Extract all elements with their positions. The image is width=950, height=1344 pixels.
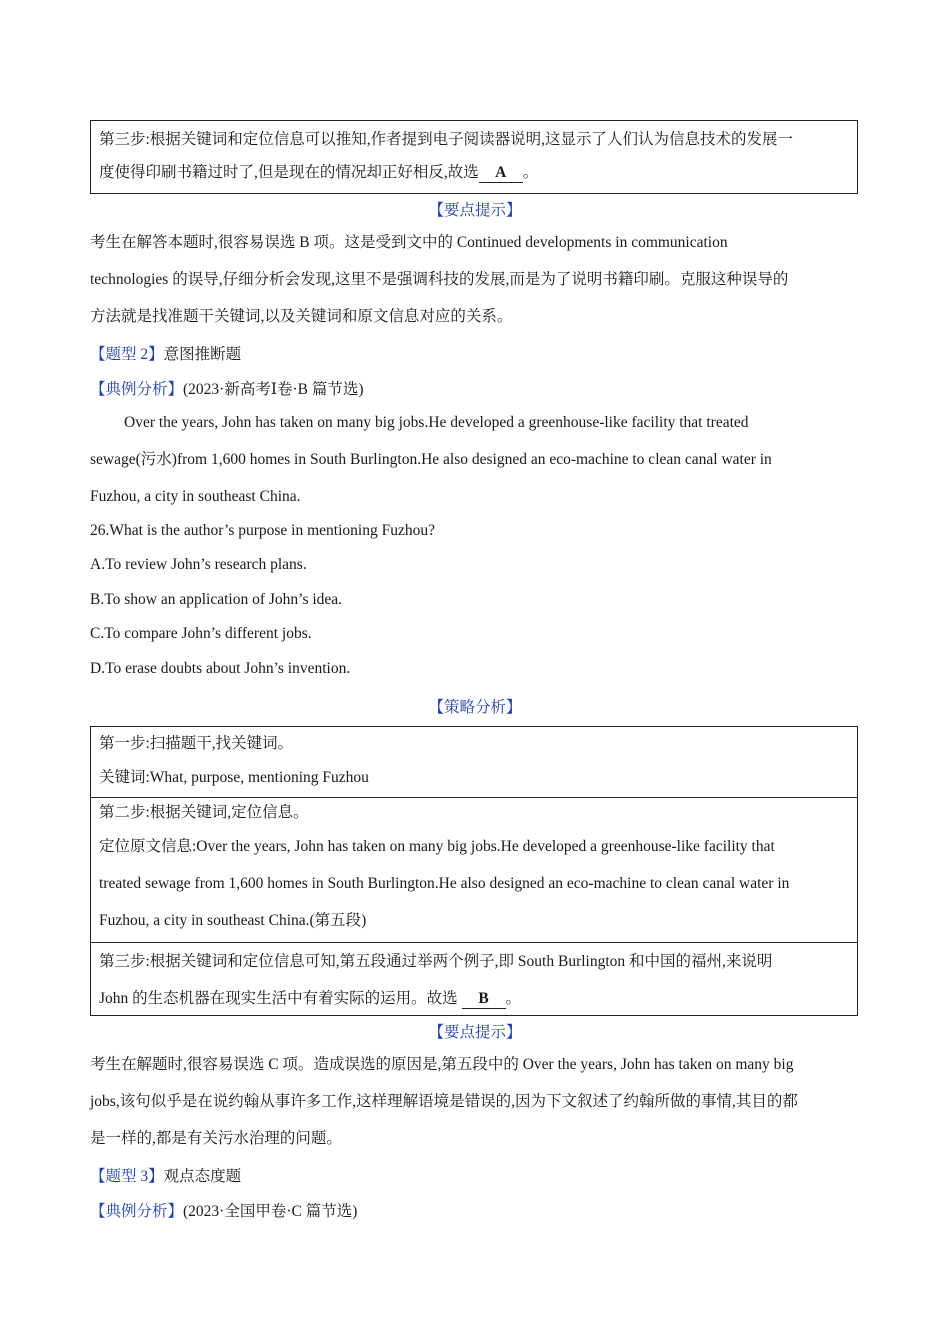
question-26: 26.What is the author’s purpose in mentioning Fuzhou? — [90, 522, 435, 539]
example-3-source: (2023·全国甲卷·C 篇节选) — [183, 1203, 358, 1220]
example-analysis-3 — [90, 1199, 860, 1221]
strategy-step-2 — [91, 797, 857, 942]
example-analysis-2 — [90, 377, 860, 399]
option-c: C.To compare John’s different jobs. — [90, 625, 312, 642]
type-3-tag: 【题型 3】 — [90, 1168, 164, 1185]
passage-line-1: Over the years, John has taken on many big jobs.He developed a greenhouse-like facility that treated — [124, 414, 749, 431]
answer-blank-b: B — [462, 990, 506, 1009]
step-3-line-2-text: John 的生态机器在现实生活中有着实际的运用。故选 — [99, 990, 458, 1007]
step-3-line-2 — [99, 980, 849, 1017]
example-2-source: (2023·新高考Ⅰ卷·B 篇节选) — [183, 381, 364, 398]
step-1-line-1: 第一步:扫描题干,找关键词。 — [99, 735, 294, 752]
step3-line-2 — [99, 154, 849, 191]
tip-1-line-3: 方法就是找准题干关键词,以及关键词和原文信息对应的关系。 — [90, 308, 513, 325]
question-type-3 — [90, 1164, 860, 1186]
tip-heading-1: 【要点提示】 — [428, 202, 522, 219]
strategy-heading: 【策略分析】 — [428, 699, 522, 716]
type-3-title: 观点态度题 — [163, 1168, 242, 1185]
example-2-tag: 【典例分析】 — [90, 381, 184, 398]
step-2-line-3: treated sewage from 1,600 homes in South Burlington.He also designed an eco-machine to clean canal water in — [99, 875, 790, 892]
step3-line-2-text: 度使得印刷书籍过时了,但是现在的情况却正好相反,故选 — [99, 164, 479, 181]
step3-box-top — [90, 120, 858, 194]
passage-line-3: Fuzhou, a city in southeast China. — [90, 488, 301, 505]
example-3-tag: 【典例分析】 — [90, 1203, 184, 1220]
tip-2-line-2: jobs,该句似乎是在说约翰从事许多工作,这样理解语境是错误的,因为下文叙述了约翰所做的事情,其目的都 — [90, 1093, 798, 1110]
passage-line-2: sewage(污水)from 1,600 homes in South Burlington.He also designed an eco-machine to clean canal water in — [90, 451, 772, 468]
step-3-line-1: 第三步:根据关键词和定位信息可知,第五段通过举两个例子,即 South Burlington 和中国的福州,来说明 — [99, 953, 773, 970]
strategy-table — [90, 726, 858, 1016]
step-2-line-1: 第二步:根据关键词,定位信息。 — [99, 804, 309, 821]
strategy-step-1 — [91, 727, 857, 797]
option-b: B.To show an application of John’s idea. — [90, 591, 343, 608]
tip-2-line-1: 考生在解题时,很容易误选 C 项。造成误选的原因是,第五段中的 Over the years, John has taken on many big — [90, 1056, 794, 1073]
tip-1-line-1: 考生在解答本题时,很容易误选 B 项。这是受到文中的 Continued developments in communication — [90, 234, 728, 251]
step3-line-2-end: 。 — [522, 164, 539, 181]
step-2-line-2: 定位原文信息:Over the years, John has taken on many big jobs.He developed a greenhouse-like facility that — [99, 838, 775, 855]
option-d: D.To erase doubts about John’s invention. — [90, 660, 351, 677]
tip-heading-2: 【要点提示】 — [428, 1024, 522, 1041]
strategy-step-3 — [91, 942, 857, 1017]
question-type-2 — [90, 342, 860, 364]
type-2-title: 意图推断题 — [163, 346, 242, 363]
step-1-line-2: 关键词:What, purpose, mentioning Fuzhou — [99, 769, 369, 786]
step3-line-1: 第三步:根据关键词和定位信息可以推知,作者提到电子阅读器说明,这显示了人们认为信息技术的发展一 — [99, 131, 794, 148]
option-a: A.To review John’s research plans. — [90, 556, 307, 573]
step-2-line-4: Fuzhou, a city in southeast China.(第五段) — [99, 912, 367, 929]
tip-1-line-2: technologies 的误导,仔细分析会发现,这里不是强调科技的发展,而是为了说明书籍印刷。克服这种误导的 — [90, 271, 789, 288]
tip-2-line-3: 是一样的,都是有关污水治理的问题。 — [90, 1130, 342, 1147]
step-3-line-2-end: 。 — [505, 990, 522, 1007]
answer-blank-a: A — [479, 164, 523, 183]
type-2-tag: 【题型 2】 — [90, 346, 164, 363]
